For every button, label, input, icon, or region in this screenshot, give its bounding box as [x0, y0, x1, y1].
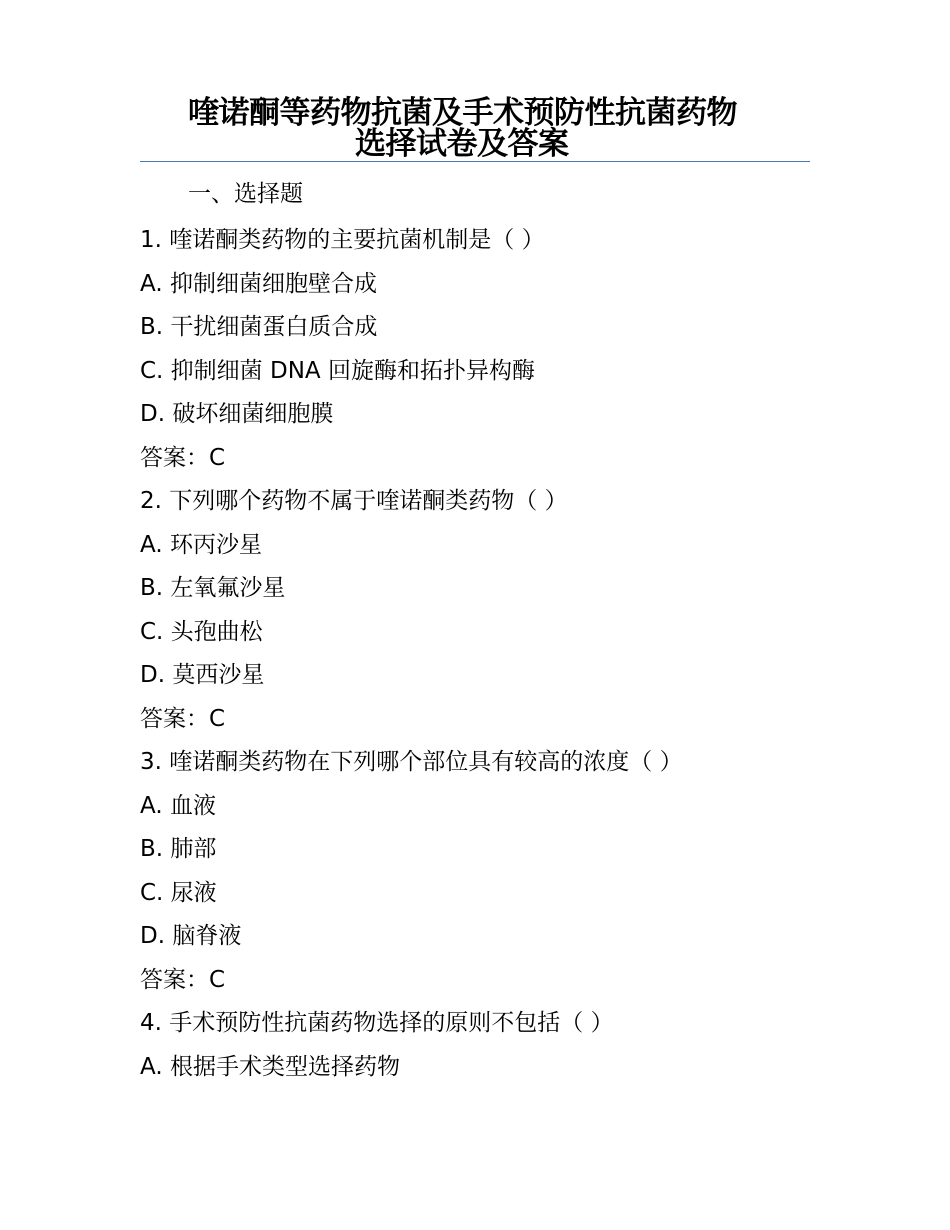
q1-option-b: B. 干扰细菌蛋白质合成 [140, 314, 378, 340]
title-block [140, 95, 810, 162]
q3-answer: 答案：C [140, 966, 226, 993]
q3-option-d: D. 脑脊液 [140, 923, 242, 949]
q1-option-d: D. 破坏细菌细胞膜 [140, 401, 334, 427]
question-2: 2. 下列哪个药物不属于喹诺酮类药物（ ） [140, 488, 568, 514]
q4-option-a: A. 根据手术类型选择药物 [140, 1053, 400, 1080]
document-title-line-1: 喹诺酮等药物抗菌及手术预防性抗菌药物 [188, 95, 737, 131]
q1-option-a: A. 抑制细菌细胞壁合成 [140, 270, 377, 297]
question-1: 1. 喹诺酮类药物的主要抗菌机制是（ ） [140, 227, 545, 253]
q3-option-b: B. 肺部 [140, 836, 217, 862]
q1-option-c: C. 抑制细菌 DNA 回旋酶和拓扑异构酶 [140, 357, 535, 384]
question-list [140, 219, 820, 1089]
document-title-line-2: 选择试卷及答案 [355, 126, 569, 162]
q2-option-c: C. 头孢曲松 [140, 618, 263, 645]
q1-answer: 答案：C [140, 444, 226, 471]
q3-option-c: C. 尿液 [140, 879, 217, 906]
section-heading: 一、选择题 [188, 181, 303, 207]
question-4: 4. 手术预防性抗菌药物选择的原则不包括（ ） [140, 1010, 614, 1036]
question-3: 3. 喹诺酮类药物在下列哪个部位具有较高的浓度（ ） [140, 749, 683, 775]
q2-option-b: B. 左氧氟沙星 [140, 575, 286, 601]
q3-option-a: A. 血液 [140, 792, 216, 819]
q2-answer: 答案：C [140, 705, 226, 732]
q2-option-a: A. 环丙沙星 [140, 531, 262, 558]
q2-option-d: D. 莫西沙星 [140, 662, 265, 688]
